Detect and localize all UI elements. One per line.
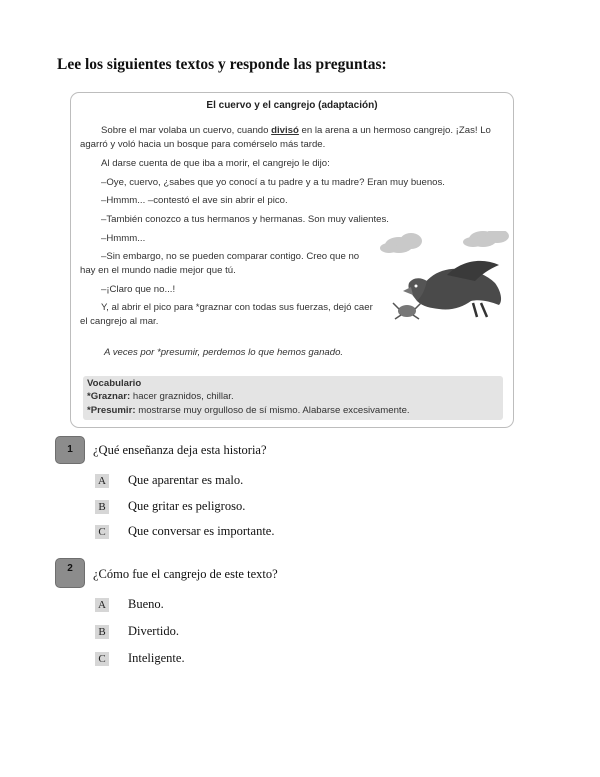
cloud-icon [463, 231, 509, 247]
story-paragraph-3: –Oye, cuervo, ¿sabes que yo conocí a tu padre y a tu madre? Eran muy buenos. [101, 177, 445, 188]
option-letter: C [95, 525, 109, 539]
story-paragraph-1-cont: agarró y voló hacia un bosque para comérselo más tarde. [80, 139, 326, 150]
option-label: Que gritar es peligroso. [128, 499, 246, 513]
story-paragraph-4: –Hmmm... –contestó el ave sin abrir el pico. [101, 195, 288, 206]
option-label: Que conversar es importante. [128, 524, 275, 538]
instruction-heading: Lee los siguientes textos y responde las preguntas: [57, 56, 387, 73]
option-letter: A [95, 598, 109, 612]
vocabulary-term-presumir: *Presumir: mostrarse muy orgulloso de sí mismo. Alabarse excesivamente. [87, 405, 410, 416]
question-1-text: ¿Qué enseñanza deja esta historia? [93, 443, 267, 457]
crab-icon [393, 303, 421, 319]
option-label: Divertido. [128, 624, 180, 638]
story-paragraph-6: –Hmmm... [101, 233, 146, 244]
question-number-badge: 1 [55, 436, 85, 464]
story-paragraph-9: Y, al abrir el pico para *graznar con todas sus fuerzas, dejó caer [101, 302, 373, 313]
question-2-text: ¿Cómo fue el cangrejo de este texto? [93, 567, 278, 581]
option-letter: A [95, 474, 109, 488]
option-label: Bueno. [128, 597, 164, 611]
option-letter: C [95, 652, 109, 666]
option-label: Que aparentar es malo. [128, 473, 244, 487]
question-number-badge: 2 [55, 558, 85, 588]
story-paragraph-5: –También conozco a tus hermanos y hermanas. Son muy valientes. [101, 214, 389, 225]
story-paragraph-7-cont: hay en el mundo nadie mejor que tú. [80, 265, 236, 276]
story-title: El cuervo y el cangrejo (adaptación) [206, 100, 378, 111]
vocabulary-box [83, 376, 503, 420]
crow-icon [403, 261, 501, 317]
cloud-icon [380, 233, 422, 253]
story-paragraph-9-cont: el cangrejo al mar. [80, 316, 159, 327]
vocabulary-heading: Vocabulario [87, 378, 142, 389]
story-box [70, 92, 514, 428]
story-paragraph-8: –¡Claro que no...! [101, 284, 176, 295]
option-label: Inteligente. [128, 651, 185, 665]
crow-crab-illustration [377, 231, 513, 333]
story-paragraph-2: Al darse cuenta de que iba a morir, el cangrejo le dijo: [101, 158, 330, 169]
vocabulary-term-graznar: *Graznar: hacer graznidos, chillar. [87, 391, 234, 402]
story-paragraph-1: Sobre el mar volaba un cuervo, cuando divisó en la arena a un hermoso cangrejo. ¡Zas! Lo [101, 125, 491, 136]
option-letter: B [95, 625, 109, 639]
story-moral: A veces por *presumir, perdemos lo que hemos ganado. [104, 347, 344, 358]
option-letter: B [95, 500, 109, 514]
story-paragraph-7: –Sin embargo, no se pueden comparar contigo. Creo que no [101, 251, 360, 262]
underlined-word: divisó [271, 125, 299, 136]
